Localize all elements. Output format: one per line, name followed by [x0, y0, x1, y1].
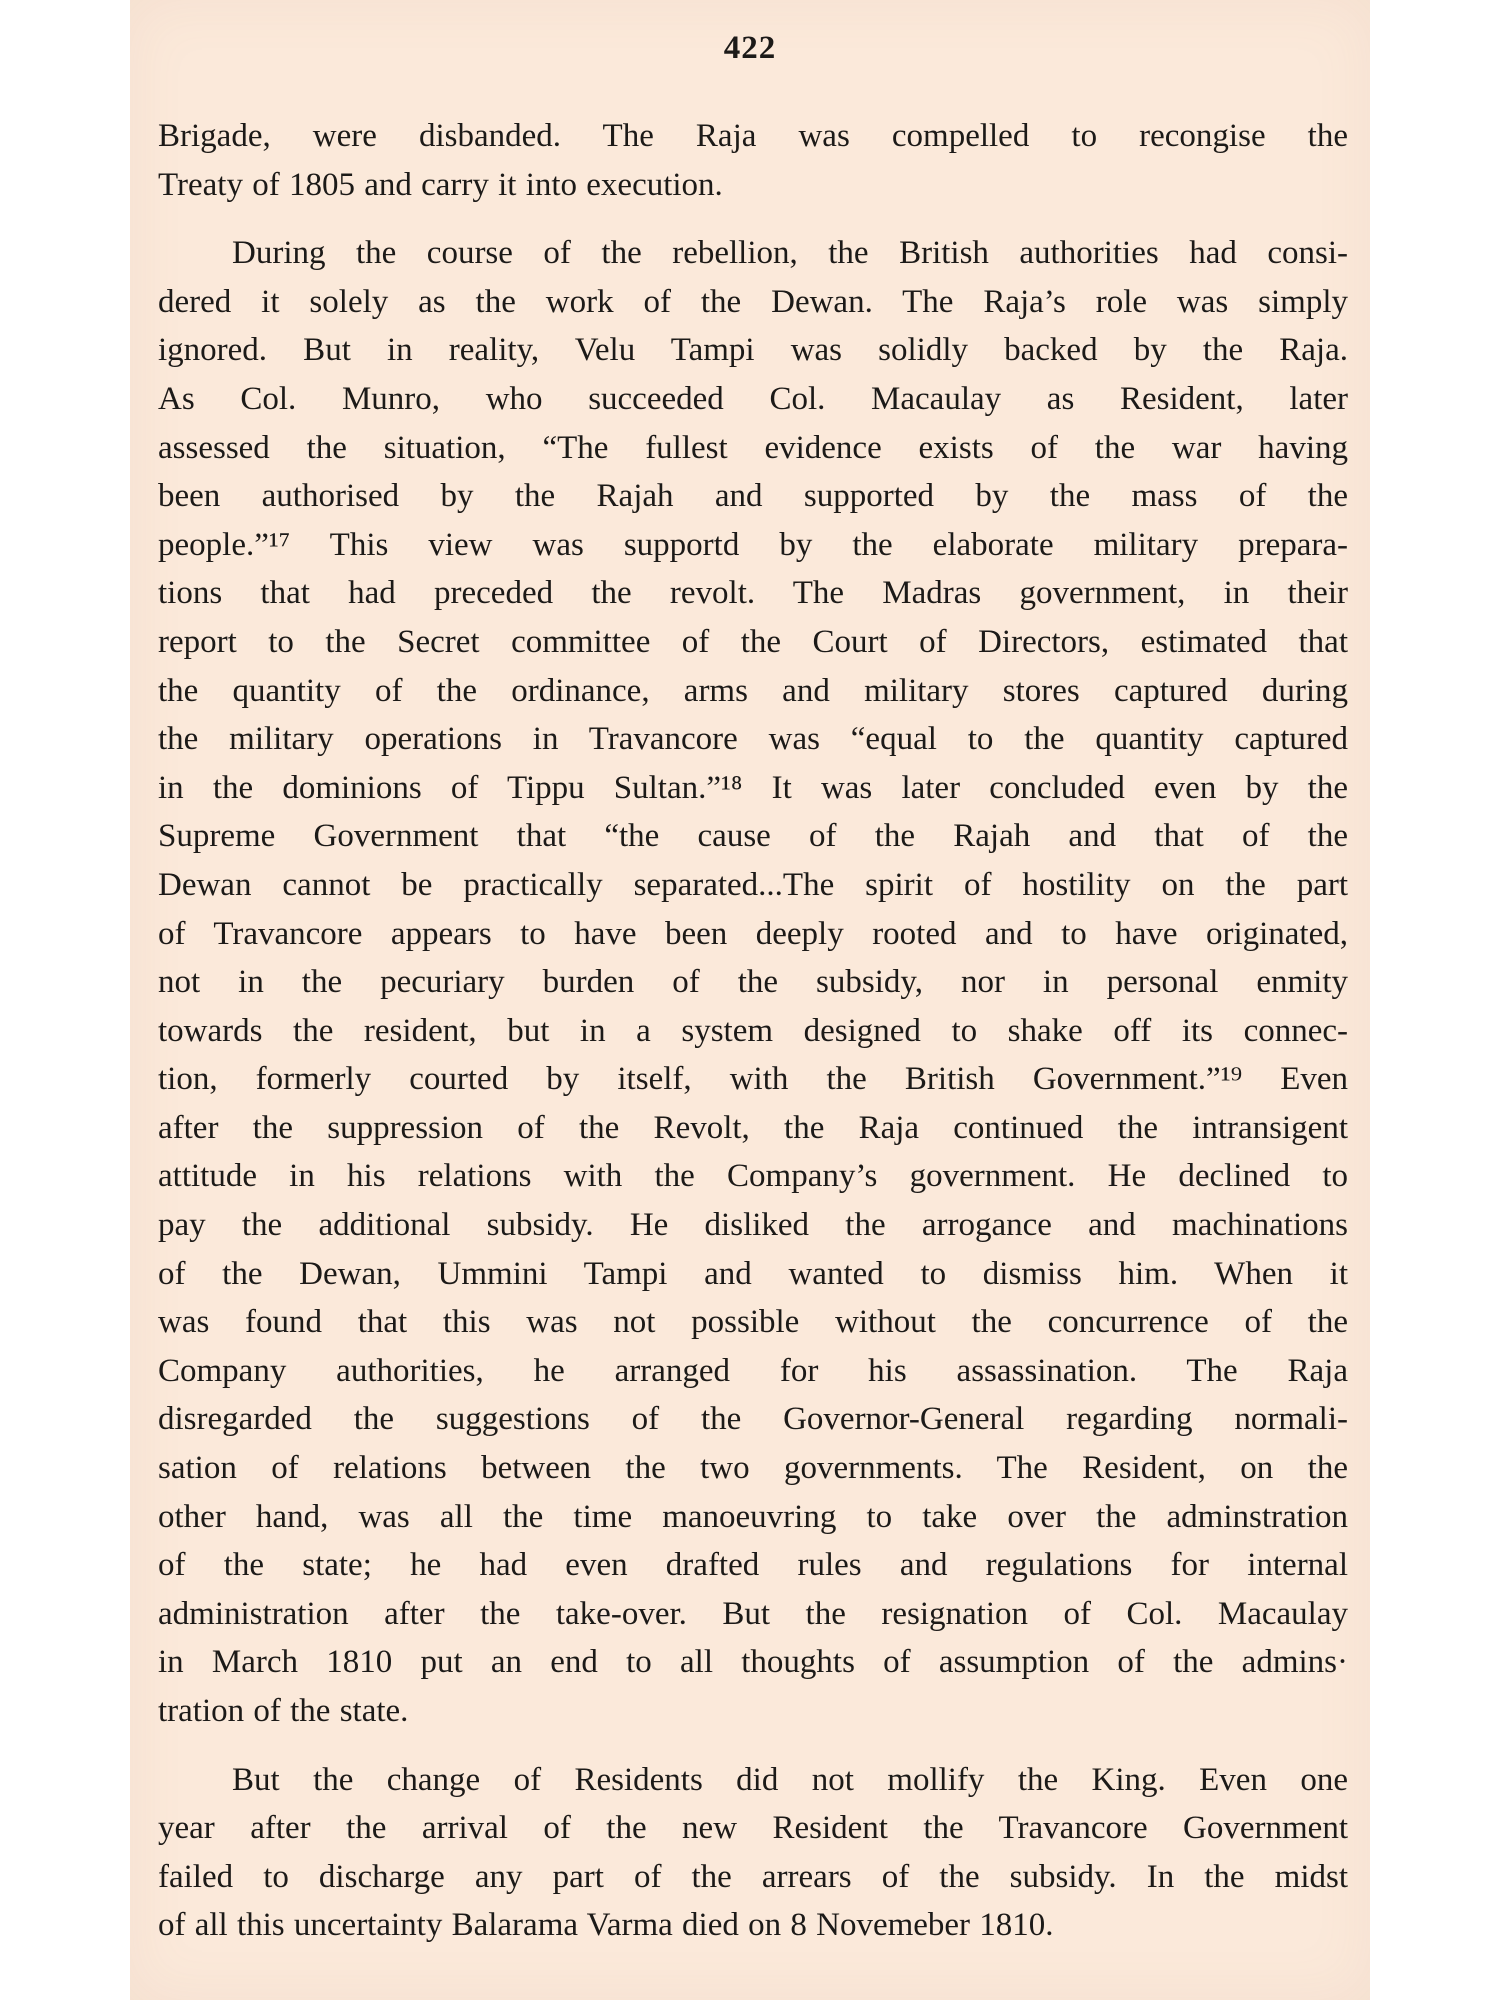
text-line: Treaty of 1805 and carry it into execution. [158, 166, 723, 203]
text-line: of the state; he had even drafted rules and regulations for internal [158, 1547, 1348, 1584]
text-line: of the Dewan, Ummini Tampi and wanted to dismiss him. When it [158, 1255, 1348, 1292]
text-line: year after the arrival of the new Resident the Travancore Government [158, 1810, 1348, 1847]
text-line: Company authorities, he arranged for his assassination. The Raja [158, 1352, 1348, 1389]
text-line: not in the pecuriary burden of the subsidy, nor in personal enmity [158, 964, 1348, 1001]
text-line: sation of relations between the two governments. The Resident, on the [158, 1450, 1348, 1487]
text-line: Supreme Government that “the cause of the Rajah and that of the [158, 818, 1348, 855]
text-line: During the course of the rebellion, the British authorities had consi- [232, 235, 1348, 272]
text-line: dered it solely as the work of the Dewan. The Raja’s role was simply [158, 283, 1348, 320]
text-line: report to the Secret committee of the Court of Directors, estimated that [158, 623, 1348, 660]
text-line: ignored. But in reality, Velu Tampi was solidly backed by the Raja. [158, 332, 1348, 369]
text-line: in the dominions of Tippu Sultan.”¹⁸ It was later concluded even by the [158, 769, 1348, 806]
text-line: But the change of Residents did not mollify the King. Even one [232, 1761, 1348, 1798]
text-line: of all this uncertainty Balarama Varma died on 8 Novemeber 1810. [158, 1907, 1054, 1944]
page-number: 422 [723, 30, 777, 66]
text-line: of Travancore appears to have been deeply rooted and to have originated, [158, 915, 1348, 952]
text-line: administration after the take-over. But the resignation of Col. Macaulay [158, 1595, 1348, 1632]
scanned-page [130, 0, 1370, 2000]
text-line: assessed the situation, “The fullest evidence exists of the war having [158, 429, 1348, 466]
text-line: As Col. Munro, who succeeded Col. Macaulay as Resident, later [158, 380, 1348, 417]
text-line: other hand, was all the time manoeuvring to take over the adminstration [158, 1498, 1348, 1535]
text-line: pay the additional subsidy. He disliked the arrogance and machinations [158, 1207, 1348, 1244]
text-line: people.”¹⁷ This view was supportd by the elaborate military prepara- [158, 526, 1348, 563]
text-line: towards the resident, but in a system designed to shake off its connec- [158, 1012, 1348, 1049]
text-line: been authorised by the Rajah and supported by the mass of the [158, 478, 1348, 515]
text-line: tions that had preceded the revolt. The Madras government, in their [158, 575, 1348, 612]
text-line: in March 1810 put an end to all thoughts of assumption of the admins· [158, 1644, 1348, 1681]
text-line: the quantity of the ordinance, arms and military stores captured during [158, 672, 1348, 709]
body-text [158, 112, 1348, 1950]
text-line: the military operations in Travancore was “equal to the quantity captured [158, 721, 1348, 758]
paragraph-3 [158, 1756, 1348, 1950]
text-line: failed to discharge any part of the arrears of the subsidy. In the midst [158, 1858, 1348, 1895]
text-line: after the suppression of the Revolt, the Raja continued the intransigent [158, 1109, 1348, 1146]
text-line: tration of the state. [158, 1693, 409, 1729]
text-line: Brigade, were disbanded. The Raja was compelled to recongise the [158, 118, 1348, 154]
paragraph-2 [158, 229, 1348, 1735]
text-line: attitude in his relations with the Company’s government. He declined to [158, 1158, 1348, 1195]
text-line: Dewan cannot be practically separated...The spirit of hostility on the part [158, 866, 1348, 903]
text-line: disregarded the suggestions of the Governor-General regarding normali- [158, 1401, 1348, 1438]
text-line: was found that this was not possible without the concurrence of the [158, 1304, 1348, 1341]
paragraph-1 [158, 112, 1348, 209]
text-line: tion, formerly courted by itself, with the British Government.”¹⁹ Even [158, 1061, 1348, 1098]
